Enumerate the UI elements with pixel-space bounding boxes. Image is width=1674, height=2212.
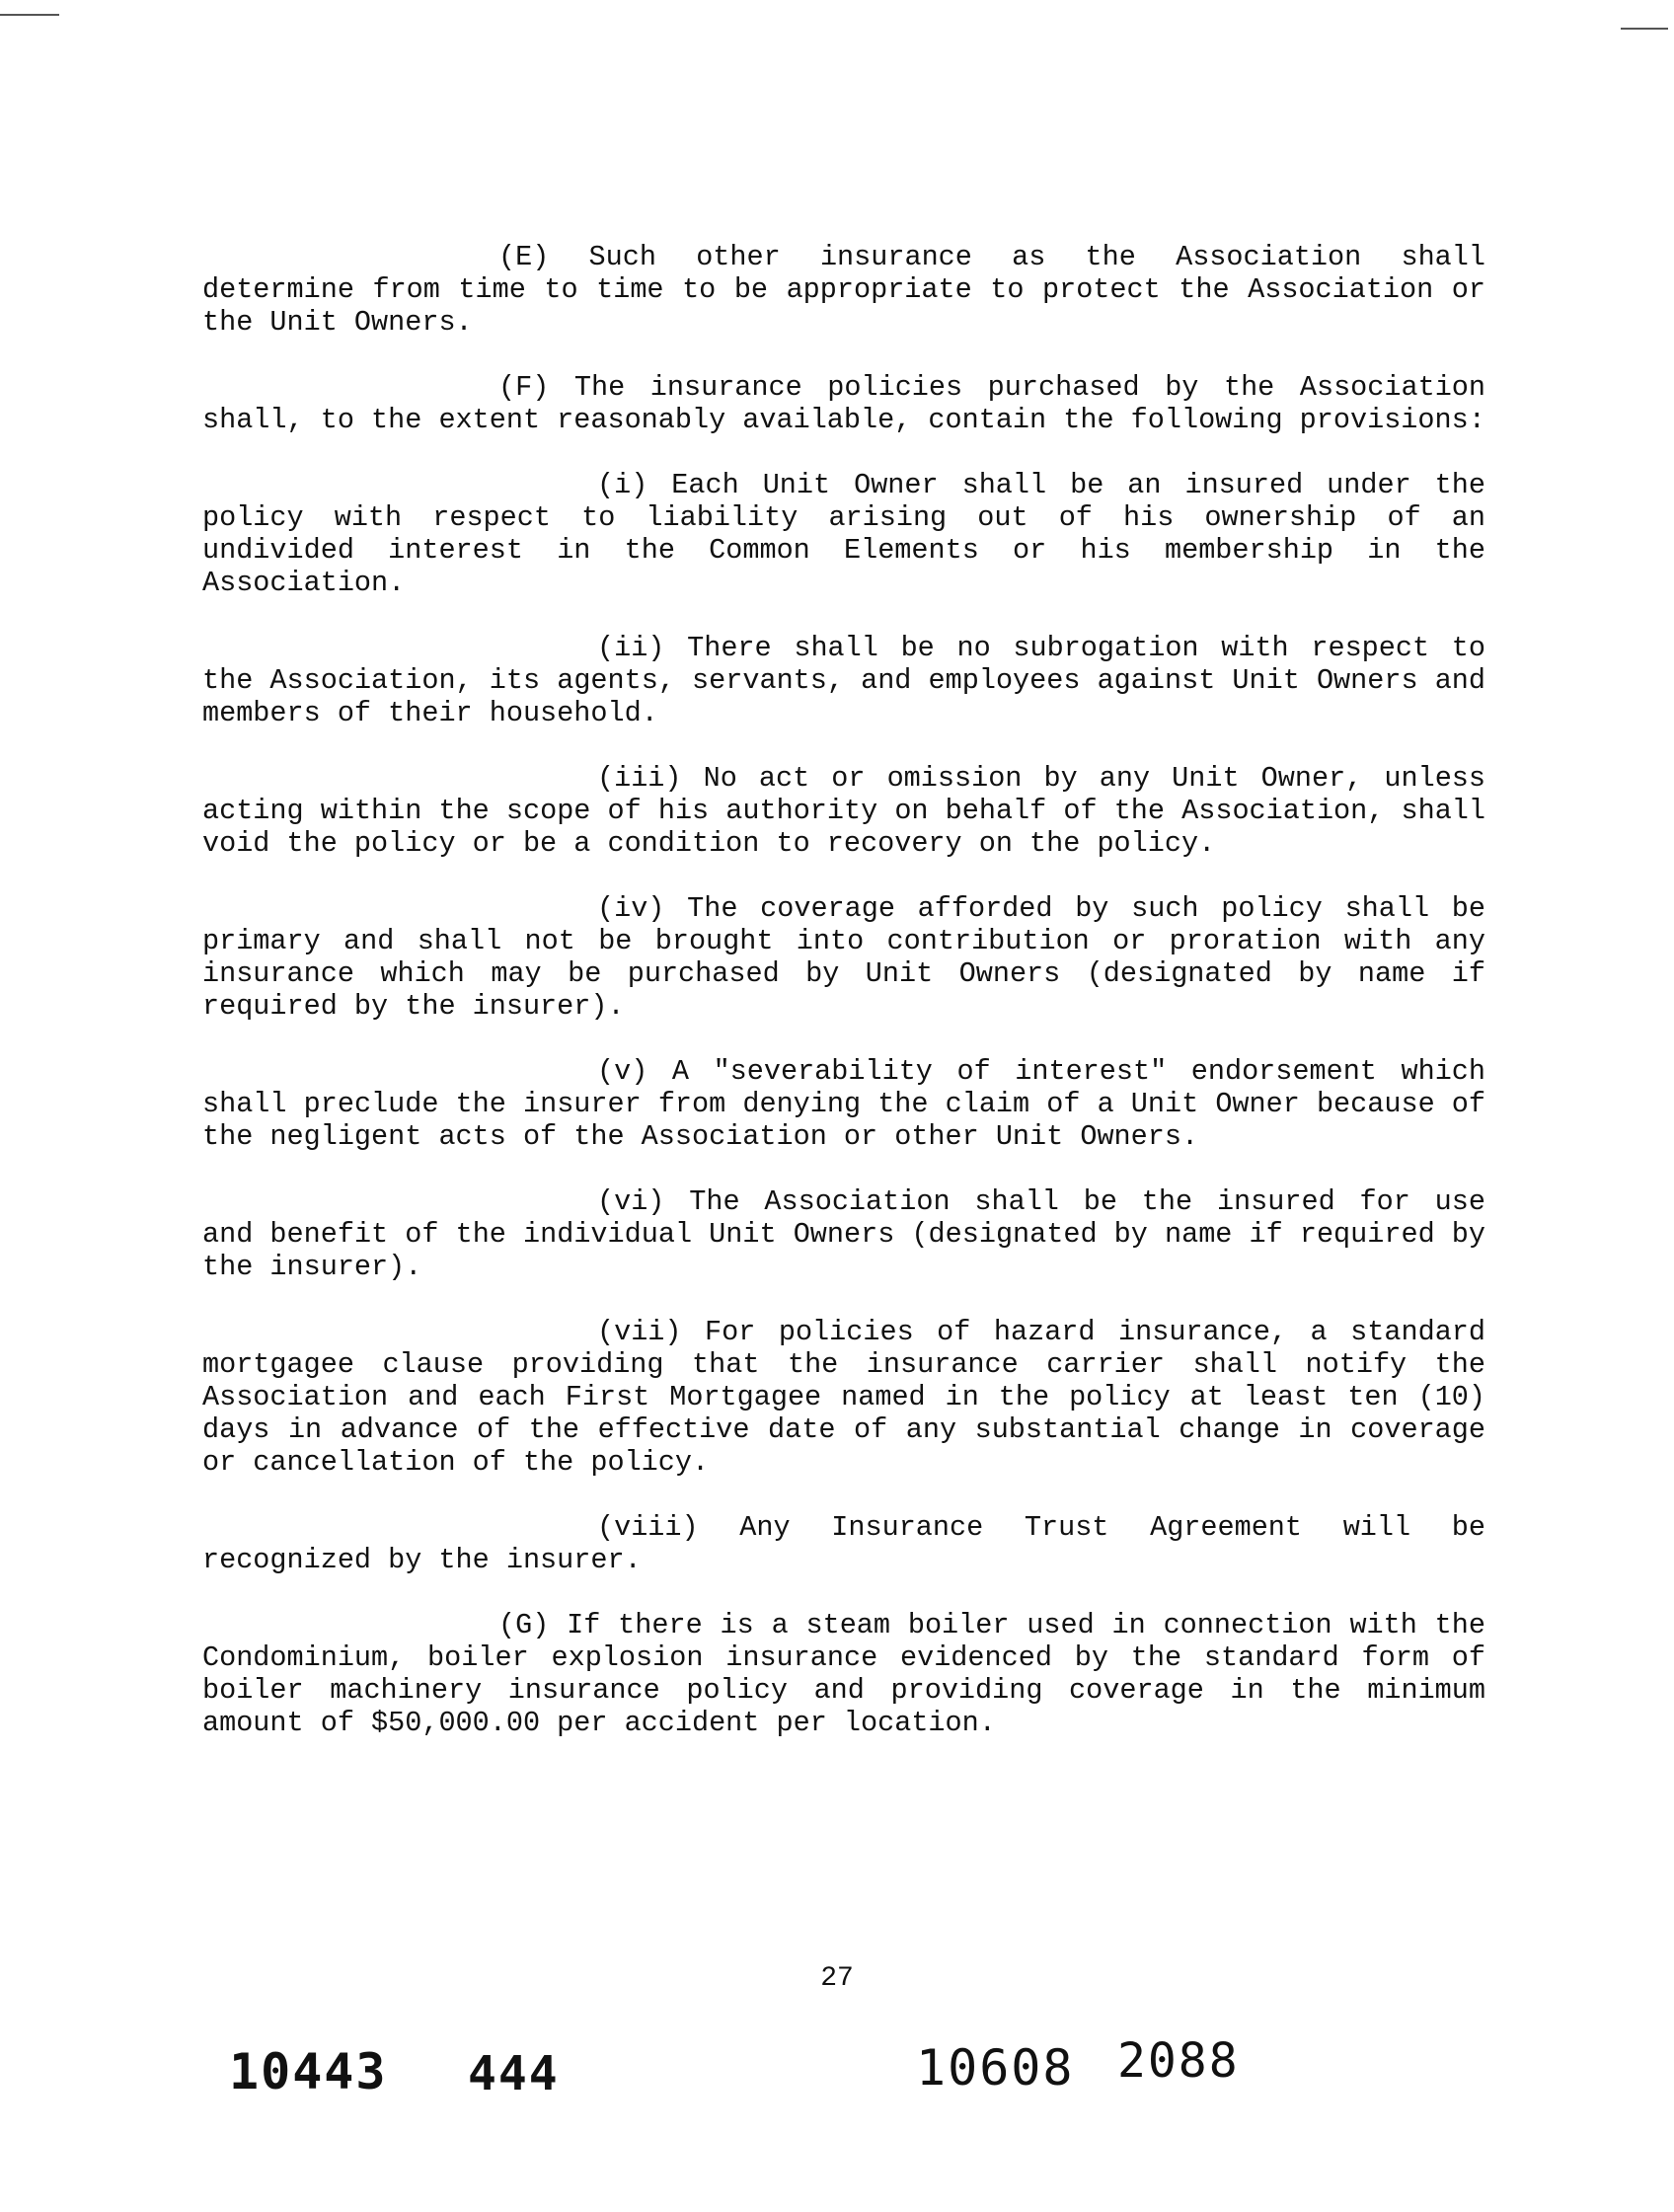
book-stamp-left: 10443 bbox=[229, 2043, 388, 2100]
scan-edge-mark-left bbox=[0, 14, 59, 16]
paragraph-vi: (vi) The Association shall be the insured for use and benefit of the individual Unit Owners (designated by name if required by the insurer). bbox=[202, 1185, 1485, 1283]
document-body bbox=[202, 241, 1485, 1772]
page-stamp-right: 2088 bbox=[1117, 2033, 1240, 2089]
paragraph-viii: (viii) Any Insurance Trust Agreement will be recognized by the insurer. bbox=[202, 1511, 1485, 1576]
paragraph-e: (E) Such other insurance as the Association shall determine from time to time to be appropriate to protect the Association or the Unit Owners. bbox=[202, 241, 1485, 339]
page-stamp-left: 444 bbox=[468, 2046, 560, 2101]
paragraph-f: (F) The insurance policies purchased by the Association shall, to the extent reasonably available, contain the following provisions: bbox=[202, 371, 1485, 436]
paragraph-vii: (vii) For policies of hazard insurance, a standard mortgagee clause providing that the insurance carrier shall notify the Association and each First Mortgagee named in the policy at least ten (10) days in advance of the effective date of any substantial change in coverage or cancellation of the policy. bbox=[202, 1316, 1485, 1479]
page-number: 27 bbox=[820, 1963, 854, 1994]
paragraph-g: (G) If there is a steam boiler used in connection with the Condominium, boiler explosion insurance evidenced by the standard form of boiler machinery insurance policy and providing coverage in the minimum amount of $50,000.00 per accident per location. bbox=[202, 1609, 1485, 1739]
scan-edge-mark-right bbox=[1621, 28, 1668, 30]
paragraph-iii: (iii) No act or omission by any Unit Owner, unless acting within the scope of his authority on behalf of the Association, shall void the policy or be a condition to recovery on the policy. bbox=[202, 762, 1485, 860]
paragraph-i: (i) Each Unit Owner shall be an insured under the policy with respect to liability arising out of his ownership of an undivided interest in the Common Elements or his membership in the Association. bbox=[202, 469, 1485, 599]
paragraph-iv: (iv) The coverage afforded by such policy shall be primary and shall not be brought into contribution or proration with any insurance which may be purchased by Unit Owners (designated by name if required by the insurer). bbox=[202, 892, 1485, 1023]
paragraph-v: (v) A "severability of interest" endorsement which shall preclude the insurer from denying the claim of a Unit Owner because of the negligent acts of the Association or other Unit Owners. bbox=[202, 1055, 1485, 1153]
paragraph-ii: (ii) There shall be no subrogation with respect to the Association, its agents, servants, and employees against Unit Owners and members of their household. bbox=[202, 632, 1485, 729]
book-stamp-right: 10608 bbox=[916, 2039, 1075, 2097]
